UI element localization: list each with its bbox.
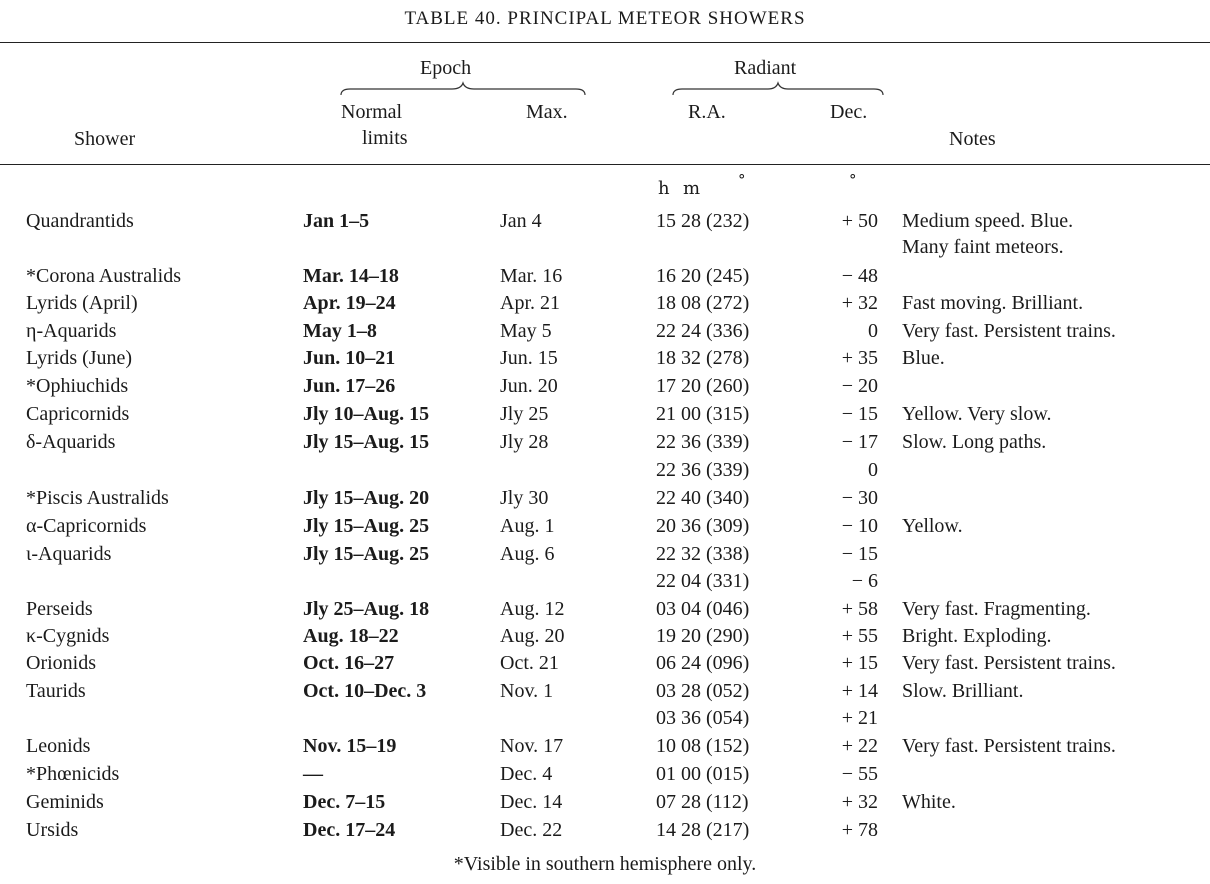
table-row — [0, 515, 1210, 538]
ra-header: R.A. — [688, 101, 726, 123]
declination-cell: + 50 — [841, 210, 878, 232]
notes-cell: Very fast. Persistent trains. — [902, 652, 1116, 674]
dec-degree-unit: ° — [849, 171, 857, 189]
right-ascension-cell: 03 04 (046) — [656, 598, 750, 620]
right-ascension-cell: 22 36 (339) — [656, 431, 750, 453]
table-title: TABLE 40. PRINCIPAL METEOR SHOWERS — [404, 8, 806, 29]
epoch-brace — [340, 81, 586, 101]
shower-name-cell: Leonids — [26, 735, 91, 757]
max-date-cell: Jan 4 — [500, 210, 542, 232]
right-ascension-cell: 22 04 (331) — [656, 570, 750, 592]
right-ascension-cell: 03 28 (052) — [656, 680, 750, 702]
table-row — [0, 763, 1210, 786]
notes-cell: Very fast. Persistent trains. — [902, 735, 1116, 757]
notes-cell: Yellow. — [902, 515, 963, 537]
declination-cell: − 30 — [841, 487, 878, 509]
right-ascension-cell: 22 36 (339) — [656, 459, 750, 481]
right-ascension-cell: 20 36 (309) — [656, 515, 750, 537]
table-row — [0, 292, 1210, 315]
notes-cell: Yellow. Very slow. — [902, 403, 1052, 425]
declination-cell: + 32 — [841, 791, 878, 813]
max-date-cell: May 5 — [500, 320, 552, 342]
declination-cell: + 14 — [841, 680, 878, 702]
normal-limits-header-line2: limits — [362, 127, 408, 149]
notes-cell: Very fast. Fragmenting. — [902, 598, 1091, 620]
max-date-cell: Nov. 17 — [500, 735, 564, 757]
right-ascension-cell: 19 20 (290) — [656, 625, 750, 647]
max-date-cell: Aug. 12 — [500, 598, 565, 620]
notes-cell: White. — [902, 791, 956, 813]
notes-cell: Many faint meteors. — [902, 236, 1064, 258]
right-ascension-cell: 18 08 (272) — [656, 292, 750, 314]
normal-limits-cell: Oct. 16–27 — [303, 652, 395, 674]
normal-limits-cell: Oct. 10–Dec. 3 — [303, 680, 427, 702]
max-header: Max. — [526, 101, 568, 123]
right-ascension-cell: 10 08 (152) — [656, 735, 750, 757]
epoch-header: Epoch — [420, 57, 472, 79]
declination-cell: − 6 — [851, 570, 878, 592]
normal-limits-cell: Jan 1–5 — [303, 210, 370, 232]
shower-name-cell: Lyrids (April) — [26, 292, 138, 314]
declination-cell: − 15 — [841, 403, 878, 425]
normal-limits-cell: Jly 15–Aug. 20 — [303, 487, 430, 509]
table-row — [0, 375, 1210, 398]
shower-name-cell: κ-Cygnids — [26, 625, 110, 647]
normal-limits-cell: Jun. 10–21 — [303, 347, 396, 369]
max-date-cell: Dec. 22 — [500, 819, 563, 841]
table-row — [0, 236, 1210, 259]
table-row — [0, 347, 1210, 370]
shower-name-cell: *Ophiuchids — [26, 375, 129, 397]
normal-limits-cell: Jly 15–Aug. 25 — [303, 543, 430, 565]
shower-name-cell: δ-Aquarids — [26, 431, 116, 453]
normal-limits-cell: Dec. 17–24 — [303, 819, 396, 841]
declination-cell: + 58 — [841, 598, 878, 620]
notes-cell: Medium speed. Blue. — [902, 210, 1074, 232]
shower-name-cell: *Phœnicids — [26, 763, 120, 785]
declination-cell: 0 — [868, 320, 878, 342]
max-date-cell: Jun. 20 — [500, 375, 558, 397]
normal-limits-cell: Dec. 7–15 — [303, 791, 386, 813]
shower-name-cell: Geminids — [26, 791, 104, 813]
normal-limits-cell: Mar. 14–18 — [303, 265, 399, 287]
normal-limits-cell: Jly 25–Aug. 18 — [303, 598, 430, 620]
declination-cell: + 21 — [841, 707, 878, 729]
shower-name-cell: *Piscis Australids — [26, 487, 169, 509]
table-row — [0, 680, 1210, 703]
notes-cell: Slow. Brilliant. — [902, 680, 1024, 702]
right-ascension-cell: 07 28 (112) — [656, 791, 749, 813]
top-rule — [0, 42, 1210, 43]
table-row — [0, 735, 1210, 758]
max-date-cell: Jly 28 — [500, 431, 549, 453]
shower-header: Shower — [74, 128, 136, 150]
declination-cell: + 78 — [841, 819, 878, 841]
max-date-cell: Jun. 15 — [500, 347, 558, 369]
declination-cell: + 15 — [841, 652, 878, 674]
right-ascension-cell: 14 28 (217) — [656, 819, 750, 841]
table-row — [0, 791, 1210, 814]
footnote: *Visible in southern hemisphere only. — [453, 853, 757, 875]
right-ascension-cell: 06 24 (096) — [656, 652, 750, 674]
table-row — [0, 265, 1210, 288]
right-ascension-cell: 22 24 (336) — [656, 320, 750, 342]
right-ascension-cell: 01 00 (015) — [656, 763, 750, 785]
declination-cell: 0 — [868, 459, 878, 481]
shower-name-cell: *Corona Australids — [26, 265, 181, 287]
declination-cell: + 55 — [841, 625, 878, 647]
normal-limits-cell: May 1–8 — [303, 320, 377, 342]
max-date-cell: Dec. 14 — [500, 791, 563, 813]
max-date-cell: Nov. 1 — [500, 680, 554, 702]
right-ascension-cell: 22 40 (340) — [656, 487, 750, 509]
shower-name-cell: Ursids — [26, 819, 79, 841]
normal-limits-cell: Apr. 19–24 — [303, 292, 396, 314]
table-row — [0, 570, 1210, 593]
max-date-cell: Apr. 21 — [500, 292, 560, 314]
max-date-cell: Oct. 21 — [500, 652, 559, 674]
normal-limits-cell: — — [303, 763, 323, 785]
table-row — [0, 431, 1210, 454]
shower-name-cell: Lyrids (June) — [26, 347, 133, 369]
normal-limits-header-line1: Normal — [341, 101, 403, 123]
right-ascension-cell: 22 32 (338) — [656, 543, 750, 565]
right-ascension-cell: 18 32 (278) — [656, 347, 750, 369]
normal-limits-cell: Nov. 15–19 — [303, 735, 397, 757]
shower-name-cell: ι-Aquarids — [26, 543, 112, 565]
table-row — [0, 543, 1210, 566]
normal-limits-cell: Jly 15–Aug. 25 — [303, 515, 430, 537]
max-date-cell: Jly 30 — [500, 487, 549, 509]
max-date-cell: Jly 25 — [500, 403, 549, 425]
declination-cell: + 22 — [841, 735, 878, 757]
table-row — [0, 652, 1210, 675]
declination-cell: − 17 — [841, 431, 878, 453]
max-date-cell: Aug. 1 — [500, 515, 555, 537]
table-row — [0, 210, 1210, 233]
right-ascension-cell: 03 36 (054) — [656, 707, 750, 729]
shower-name-cell: Taurids — [26, 680, 86, 702]
hours-unit: h — [658, 178, 670, 199]
declination-cell: − 20 — [841, 375, 878, 397]
notes-cell: Fast moving. Brilliant. — [902, 292, 1084, 314]
minutes-unit: m — [683, 178, 701, 199]
declination-cell: − 48 — [841, 265, 878, 287]
dec-header: Dec. — [830, 101, 868, 123]
table-row — [0, 459, 1210, 482]
table-row — [0, 320, 1210, 343]
right-ascension-cell: 15 28 (232) — [656, 210, 750, 232]
notes-cell: Blue. — [902, 347, 945, 369]
shower-name-cell: η-Aquarids — [26, 320, 117, 342]
table-row — [0, 598, 1210, 621]
notes-header: Notes — [949, 128, 996, 150]
table-row — [0, 707, 1210, 730]
declination-cell: − 15 — [841, 543, 878, 565]
radiant-header: Radiant — [734, 57, 797, 79]
normal-limits-cell: Jly 10–Aug. 15 — [303, 403, 430, 425]
right-ascension-cell: 17 20 (260) — [656, 375, 750, 397]
ra-degree-unit: ° — [738, 171, 746, 189]
max-date-cell: Aug. 20 — [500, 625, 565, 647]
normal-limits-cell: Jly 15–Aug. 15 — [303, 431, 430, 453]
table-row — [0, 819, 1210, 842]
max-date-cell: Dec. 4 — [500, 763, 553, 785]
table-row — [0, 625, 1210, 648]
notes-cell: Very fast. Persistent trains. — [902, 320, 1116, 342]
declination-cell: + 32 — [841, 292, 878, 314]
shower-name-cell: Orionids — [26, 652, 96, 674]
declination-cell: − 55 — [841, 763, 878, 785]
right-ascension-cell: 16 20 (245) — [656, 265, 750, 287]
right-ascension-cell: 21 00 (315) — [656, 403, 750, 425]
table-row — [0, 487, 1210, 510]
notes-cell: Bright. Exploding. — [902, 625, 1052, 647]
shower-name-cell: Capricornids — [26, 403, 130, 425]
radiant-brace — [672, 81, 884, 101]
notes-cell: Slow. Long paths. — [902, 431, 1047, 453]
shower-name-cell: Quandrantids — [26, 210, 134, 232]
shower-name-cell: Perseids — [26, 598, 93, 620]
table-row — [0, 403, 1210, 426]
shower-name-cell: α-Capricornids — [26, 515, 147, 537]
header-rule — [0, 164, 1210, 165]
normal-limits-cell: Jun. 17–26 — [303, 375, 396, 397]
declination-cell: − 10 — [841, 515, 878, 537]
max-date-cell: Aug. 6 — [500, 543, 555, 565]
declination-cell: + 35 — [841, 347, 878, 369]
max-date-cell: Mar. 16 — [500, 265, 563, 287]
normal-limits-cell: Aug. 18–22 — [303, 625, 399, 647]
